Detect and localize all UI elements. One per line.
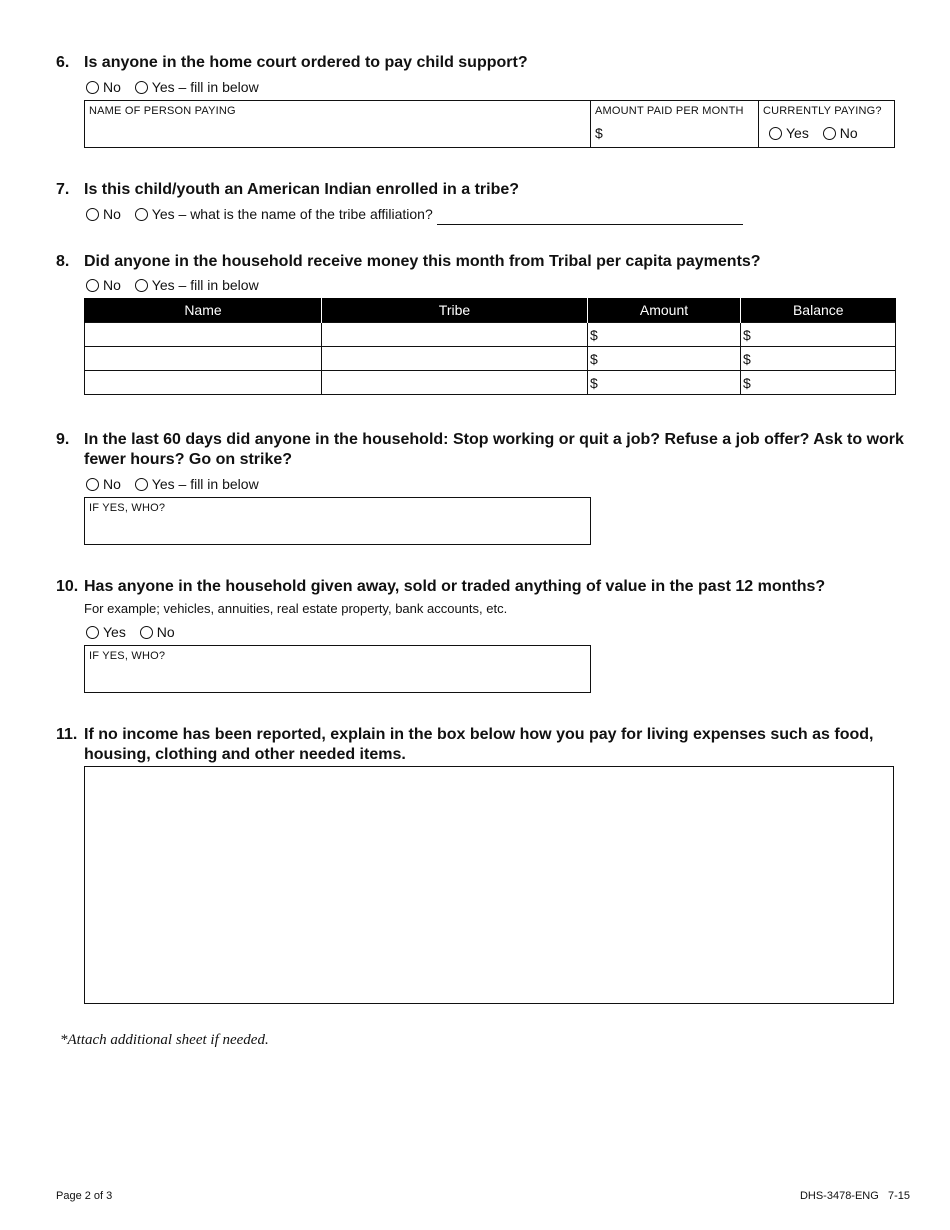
if-yes-who-label: IF YES, WHO? — [89, 502, 166, 514]
column-header-name: Name — [85, 298, 322, 323]
currently-paying-options — [769, 125, 868, 143]
child-support-table — [84, 100, 895, 148]
currency-symbol: $ — [590, 350, 598, 367]
balance-cell[interactable] — [741, 323, 896, 347]
option-label: Yes – fill in below — [151, 476, 259, 492]
option-label: No — [839, 125, 858, 141]
divider — [758, 101, 759, 147]
name-cell[interactable] — [85, 371, 322, 395]
option-label: No — [103, 476, 121, 492]
currency-symbol: $ — [595, 125, 603, 141]
tribe-cell[interactable] — [322, 323, 588, 347]
radio-icon[interactable] — [135, 208, 148, 221]
radio-icon[interactable] — [769, 127, 782, 140]
q7-yes-option[interactable] — [135, 205, 433, 223]
currently-paying-yes[interactable] — [769, 125, 809, 141]
currency-symbol: $ — [590, 326, 598, 343]
option-label: Yes — [786, 125, 809, 141]
question-text: Is this child/youth an American Indian enrolled in a tribe? — [84, 181, 520, 198]
name-of-person-paying-label: NAME OF PERSON PAYING — [89, 105, 236, 117]
question-7-options — [86, 205, 743, 225]
q10-yes-option[interactable] — [86, 623, 126, 641]
radio-icon[interactable] — [86, 81, 99, 94]
question-number: 9. — [56, 431, 70, 448]
option-label: Yes – fill in below — [151, 79, 259, 95]
currency-symbol: $ — [743, 374, 751, 391]
column-header-tribe: Tribe — [322, 298, 588, 323]
tribe-affiliation-field[interactable] — [437, 210, 743, 225]
name-of-person-paying-field[interactable] — [87, 119, 587, 145]
form-id: DHS-3478-ENG 7-15 — [799, 1190, 910, 1202]
radio-icon[interactable] — [86, 478, 99, 491]
q8-no-option[interactable] — [86, 276, 121, 294]
table-row — [85, 347, 896, 371]
tribal-payments-table — [84, 298, 896, 395]
radio-icon[interactable] — [135, 279, 148, 292]
page-number: Page 2 of 3 — [56, 1190, 113, 1202]
q6-yes-option[interactable] — [135, 78, 259, 96]
q7-no-option[interactable] — [86, 205, 121, 223]
option-label: Yes — [103, 624, 126, 640]
question-text: Did anyone in the household receive money this month from Tribal per capita payments? — [84, 253, 761, 270]
question-9-options — [86, 475, 269, 495]
balance-cell[interactable] — [741, 371, 896, 395]
q9-who-field[interactable] — [84, 497, 591, 545]
if-yes-who-label: IF YES, WHO? — [89, 650, 166, 662]
table-row — [85, 371, 896, 395]
balance-cell[interactable] — [741, 347, 896, 371]
q9-no-option[interactable] — [86, 475, 121, 493]
q8-yes-option[interactable] — [135, 276, 259, 294]
table-header-row — [85, 298, 896, 323]
q6-no-option[interactable] — [86, 78, 121, 96]
currency-symbol: $ — [743, 326, 751, 343]
option-label: Yes – fill in below — [151, 277, 259, 293]
question-number: 10. — [56, 578, 79, 595]
option-label: No — [103, 277, 121, 293]
name-cell[interactable] — [85, 347, 322, 371]
divider — [590, 101, 591, 147]
question-text-line-1: In the last 60 days did anyone in the household: Stop working or quit a job? Refuse a job offer? Ask to work — [84, 431, 904, 448]
option-label: No — [156, 624, 175, 640]
question-number: 8. — [56, 253, 70, 270]
currency-symbol: $ — [590, 374, 598, 391]
attach-sheet-note: *Attach additional sheet if needed. — [60, 1032, 269, 1048]
option-label: No — [103, 79, 121, 95]
amount-cell[interactable] — [588, 323, 741, 347]
q9-yes-option[interactable] — [135, 475, 259, 493]
radio-icon[interactable] — [135, 81, 148, 94]
amount-paid-field[interactable] — [607, 121, 755, 145]
column-header-amount: Amount — [588, 298, 741, 323]
question-text: Has anyone in the household given away, sold or traded anything of value in the past 12 months? — [84, 578, 826, 595]
radio-icon[interactable] — [135, 478, 148, 491]
question-text-line-2: housing, clothing and other needed items. — [84, 746, 406, 763]
radio-icon[interactable] — [823, 127, 836, 140]
question-text-line-1: If no income has been reported, explain in the box below how you pay for living expenses such as food, — [84, 726, 874, 743]
q10-example-text: For example; vehicles, annuities, real estate property, bank accounts, etc. — [84, 601, 508, 616]
question-6-options — [86, 78, 269, 98]
option-label: No — [103, 206, 121, 222]
amount-cell[interactable] — [588, 347, 741, 371]
radio-icon[interactable] — [86, 626, 99, 639]
table-row — [85, 323, 896, 347]
q10-who-field[interactable] — [84, 645, 591, 693]
question-8-options — [86, 276, 269, 296]
amount-paid-label: AMOUNT PAID PER MONTH — [595, 105, 744, 117]
question-text-line-2: fewer hours? Go on strike? — [84, 451, 293, 468]
question-number: 11. — [56, 726, 78, 743]
option-label: Yes – what is the name of the tribe affiliation? — [151, 206, 433, 222]
currency-symbol: $ — [743, 350, 751, 367]
radio-icon[interactable] — [140, 626, 153, 639]
question-number: 6. — [56, 54, 70, 71]
amount-cell[interactable] — [588, 371, 741, 395]
radio-icon[interactable] — [86, 208, 99, 221]
column-header-balance: Balance — [741, 298, 896, 323]
tribe-cell[interactable] — [322, 347, 588, 371]
q10-no-option[interactable] — [140, 623, 175, 641]
currently-paying-no[interactable] — [823, 125, 858, 141]
name-cell[interactable] — [85, 323, 322, 347]
currently-paying-label: CURRENTLY PAYING? — [763, 105, 882, 117]
tribe-cell[interactable] — [322, 371, 588, 395]
question-number: 7. — [56, 181, 70, 198]
question-text: Is anyone in the home court ordered to pay child support? — [84, 54, 528, 71]
radio-icon[interactable] — [86, 279, 99, 292]
living-expenses-explanation-box[interactable] — [84, 766, 894, 1004]
question-10-options — [86, 623, 185, 643]
